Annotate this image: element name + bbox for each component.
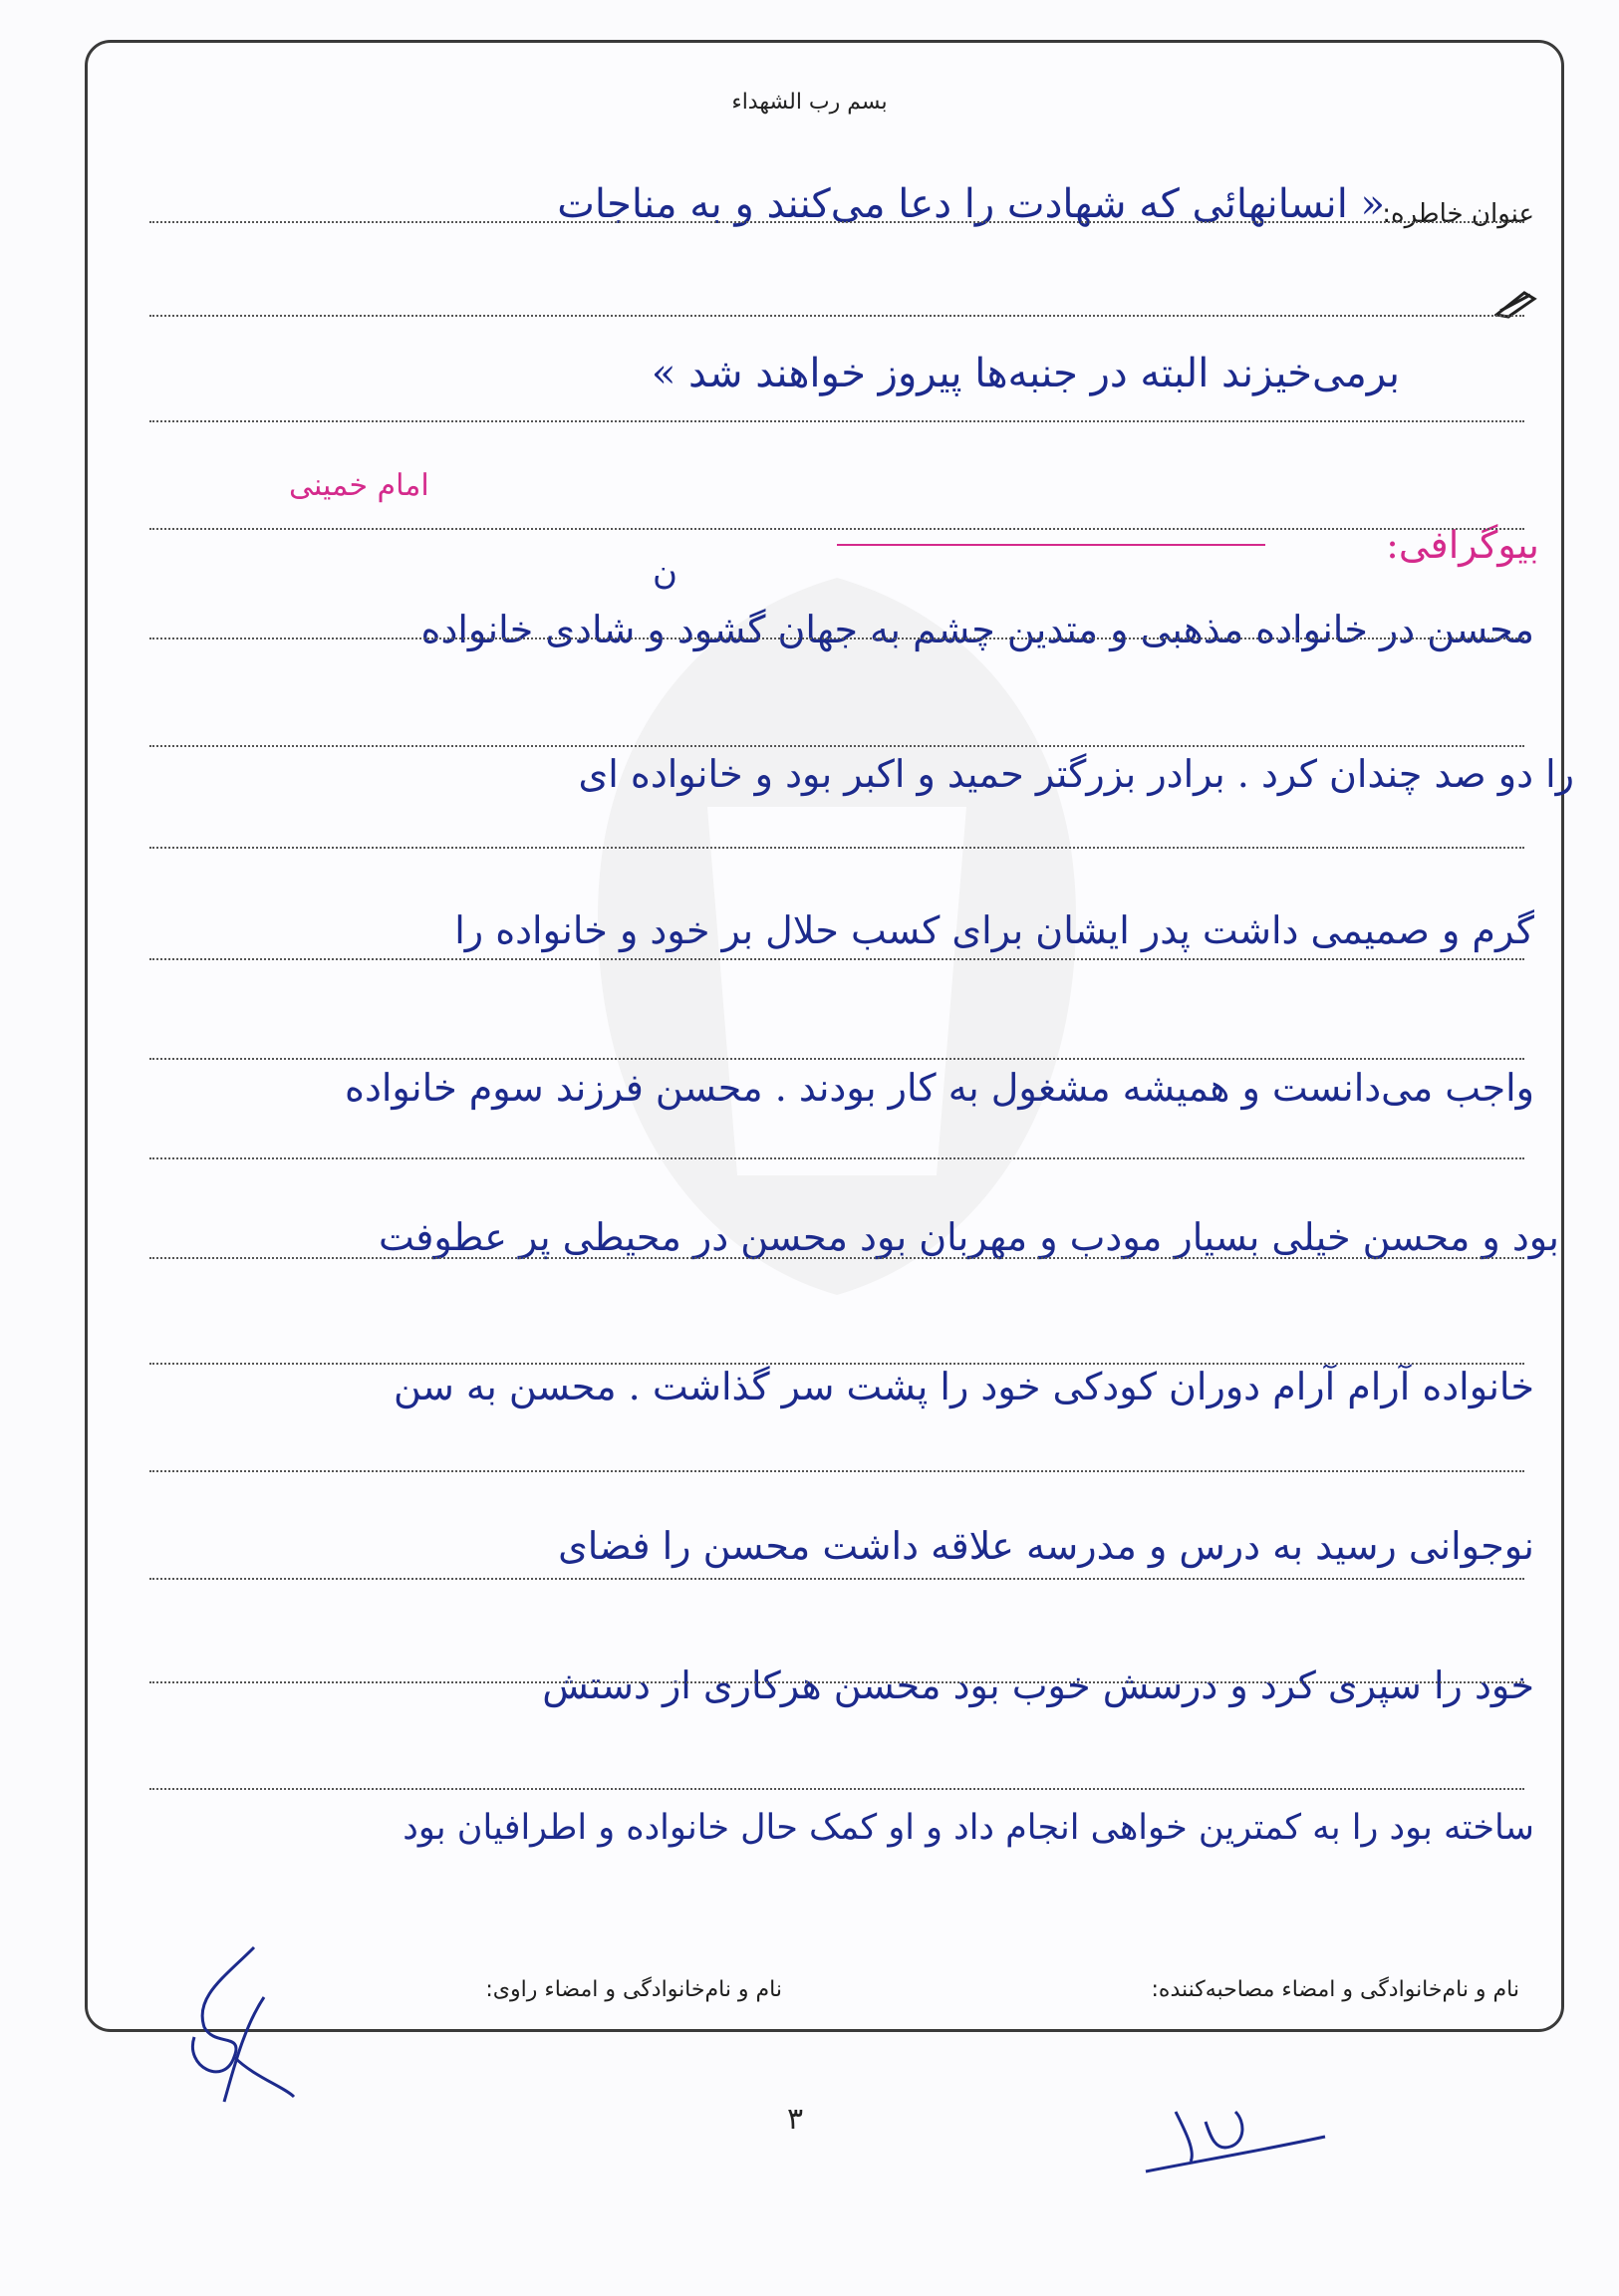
memory-title-value: « انسانهائی که شهادت را دعا می‌کنند و به مناجات [557,181,1385,227]
body-line: نوجوانی رسید به درس و مدرسه علاقه داشت محسن را فضای [558,1524,1534,1568]
form-frame [85,40,1564,2032]
body-line: خانواده آرام آرام دوران کودکی خود را پشت سر گذاشت . محسن به سن [394,1365,1534,1408]
writing-line [149,221,1524,223]
writing-line [149,638,1524,639]
writing-line [149,1058,1524,1060]
heading-underline [837,544,1265,546]
interviewer-signature-label: نام و نام‌خانوادگی و امضاء مصاحبه‌کننده: [1151,1977,1519,2002]
writing-line [149,958,1524,960]
body-line: ن [653,553,677,593]
narrator-signature-label: نام و نام‌خانوادگی و امضاء راوی: [485,1977,782,2002]
writing-line [149,420,1524,422]
memory-title-continuation: برمی‌خیزند البته در جنبه‌ها پیروز خواهند شد » [651,351,1400,396]
body-line: واجب می‌دانست و همیشه مشغول به کار بودند . محسن فرزند سوم خانواده [345,1066,1534,1110]
body-line: گرم و صمیمی داشت پدر ایشان برای کسب حلال بر خود و خانواده را [454,908,1534,952]
writing-line [149,315,1524,317]
basmala-header: بسم رب الشهداء [731,90,888,115]
writing-line [149,1681,1524,1683]
body-line: ساخته بود را به کمترین خواهی انجام داد و او کمک حال خانواده و اطرافیان بود [403,1808,1534,1848]
writing-line [149,1157,1524,1159]
writing-line [149,847,1524,849]
page-number: ۳ [787,2102,804,2137]
writing-line [149,1470,1524,1472]
writing-line [149,528,1524,530]
body-line: خود را سپری کرد و درسش خوب بود محسن هرکاری از دستش [542,1663,1534,1707]
body-line: بود و محسن خیلی بسیار مودب و مهربان بود محسن در محیطی پر عطوفت [378,1215,1559,1259]
body-line: را دو صد چندان کرد . برادر بزرگتر حمید و اکبر بود و خانواده ای [578,752,1574,796]
memory-title-label: عنوان خاطره: [1382,199,1534,229]
body-line: محسن در خانواده مذهبی و متدین چشم به جهان گشود و شادی خانواده [420,608,1534,651]
section-heading: بیوگرافی: [1386,523,1539,567]
interviewer-signature [1136,2082,1335,2191]
narrator-signature [164,1937,304,2107]
writing-line [149,1363,1524,1365]
writing-line [149,745,1524,747]
writing-line [149,1257,1524,1259]
quote-source: امام خمینی [289,468,429,503]
writing-line [149,1788,1524,1790]
writing-line [149,1578,1524,1580]
